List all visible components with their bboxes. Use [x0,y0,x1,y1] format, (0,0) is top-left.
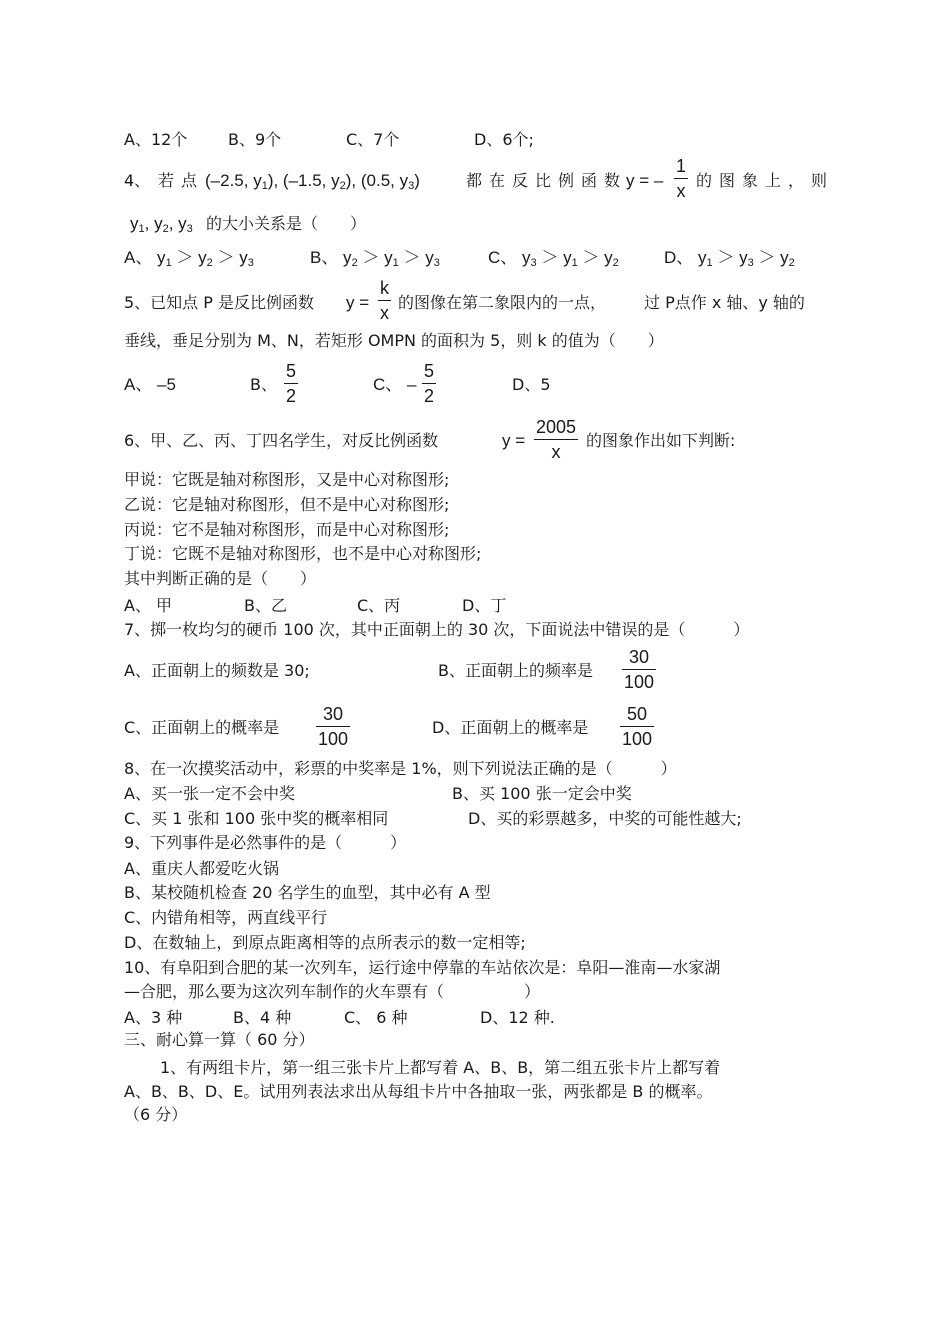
q7-option-c: C、正面朝上的概率是 [124,718,280,737]
q7-option-d-fraction: 50 100 [622,704,653,749]
q9-option-d: D、在数轴上，到原点距离相等的点所表示的数一定相等; [124,933,526,952]
q5-fraction [378,276,391,325]
q3-option-c: C、7个 [346,130,400,149]
q5-line1-b: 的图像在第二象限内的一点， [398,293,607,312]
q4-option-b: B、 $y_2 > y_1 > y_3$ [310,248,440,269]
q5-option-d: D、5 [512,375,551,394]
q10-option-a: A、3 种 [124,1008,183,1027]
q4-option-c: C、 $y_3 > y_1 > y_2$ [488,248,619,269]
q4-number: 4、 [124,171,151,190]
q6-statement-yi: 乙说：它是轴对称图形，但不是中心对称图形; [124,495,450,514]
section3-problem1-line1: 1、有两组卡片，第一组三张卡片上都写着 A、B、B，第二组五张卡片上都写着 [160,1058,721,1077]
section3-problem1-line2: A、B、B、D、E。试用列表法求出从每组卡片中各抽取一张，两张都是 B 的概率。 [124,1082,713,1101]
q6-statement-bing: 丙说：它不是轴对称图形，而是中心对称图形; [124,520,450,539]
q4-text-end: 的图象上，则 [696,171,835,190]
q4-lead: 若点 [158,171,205,190]
q6-option-a: A、 甲 [124,596,173,615]
q6-statement-jia: 甲说：它既是轴对称图形，又是中心对称图形; [124,470,450,489]
q8-option-b: B、买 100 张一定会中奖 [452,784,632,803]
q4-question: 的大小关系是（ ） [206,214,367,233]
q6-fraction [534,415,578,464]
q4-points: (–2.5, $y_1$), (–1.5, $y_2$), (0.5, $y_3$) [205,171,420,192]
q7-option-a: A、正面朝上的频数是 30; [124,661,310,680]
section3-problem1-line3: （6 分） [124,1105,188,1124]
q5-fraction-numerator: k [380,278,389,298]
q6-line1-end: 的图象作出如下判断: [586,431,736,450]
q5-line2: 垂线，垂足分别为 M、N，若矩形 OMPN 的面积为 5，则 k 的值为（ ） [124,331,664,350]
q7-option-d: D、正面朝上的概率是 [432,718,589,737]
q4-text-mid: 都在反比例函数 [466,171,628,190]
q5-line1-a: 5、已知点 P 是反比例函数 [124,293,315,312]
q5-option-b: B、 [250,375,277,394]
q8-option-a: A、买一张一定不会中奖 [124,784,295,803]
q9-option-c: C、内错角相等，两直线平行 [124,908,328,927]
q6-line1: 6、甲、乙、丙、丁四名学生，对反比例函数 [124,431,439,450]
q4-option-a: A、 $y_1 > y_2 > y_3$ [124,248,254,269]
q8-option-c: C、买 1 张和 100 张中奖的概率相同 [124,809,389,828]
q7-option-c-fraction: 30 100 [318,704,349,749]
q5-func-left: y = [346,293,370,312]
q3-option-d: D、6个; [474,130,534,149]
q9-option-a: A、重庆人都爱吃火锅 [124,859,279,878]
q7-option-b-fraction: 30 100 [624,647,655,692]
q4-fraction [674,154,688,203]
q4-option-d: D、 $y_1 > y_3 > y_2$ [664,248,795,269]
q5-line1-c: 过 P点作 x 轴、y 轴的 [644,293,805,312]
q6-func-left: y = [502,431,526,450]
q10-line1: 10、有阜阳到合肥的某一次列车，运行途中停靠的车站依次是：阜阳—淮南—水家湖 [124,958,721,977]
q7-option-b: B、正面朝上的频率是 [438,661,593,680]
q6-statement-ding: 丁说：它既不是轴对称图形，也不是中心对称图形; [124,544,482,563]
q4-func-left: y = – [626,171,664,190]
q10-option-c: C、 6 种 [344,1008,408,1027]
q4-fraction-denominator: x [676,181,686,201]
q4-vars: $y_1$, $y_2$, $y_3$ [130,214,193,235]
q5-option-b-fraction: 5 2 [286,361,297,406]
q10-option-b: B、4 种 [233,1008,292,1027]
q6-fraction-denominator: x [551,442,561,462]
q3-option-a: A、12个 [124,130,188,149]
q5-fraction-denominator: x [380,303,389,323]
q6-question: 其中判断正确的是（ ） [124,569,317,588]
q4-fraction-numerator: 1 [676,156,687,176]
q6-option-b: B、乙 [244,596,287,615]
q3-option-b: B、9个 [228,130,282,149]
q6-option-c: C、丙 [357,596,401,615]
q5-option-c-fraction: 5 2 [424,361,435,406]
q5-option-c: C、 – [373,375,417,394]
q6-option-d: D、丁 [462,596,507,615]
q9-option-b: B、某校随机检查 20 名学生的血型，其中必有 A 型 [124,883,491,902]
q8-option-d: D、买的彩票越多，中奖的可能性越大; [468,809,742,828]
section3-heading: 三、耐心算一算（ 60 分） [124,1030,315,1049]
q7-line1: 7、掷一枚均匀的硬币 100 次，其中正面朝上的 30 次，下面说法中错误的是（ ） [124,620,750,639]
q5-option-a: A、 –5 [124,375,176,394]
q10-option-d: D、12 种. [480,1008,555,1027]
q8-line1: 8、在一次摸奖活动中，彩票的中奖率是 1%，则下列说法正确的是（ ） [124,759,677,778]
q6-fraction-numerator: 2005 [536,417,577,437]
q10-line2: —合肥，那么要为这次列车制作的火车票有（ ） [124,982,541,1001]
q9-line1: 9、下列事件是必然事件的是（ ） [124,833,407,852]
